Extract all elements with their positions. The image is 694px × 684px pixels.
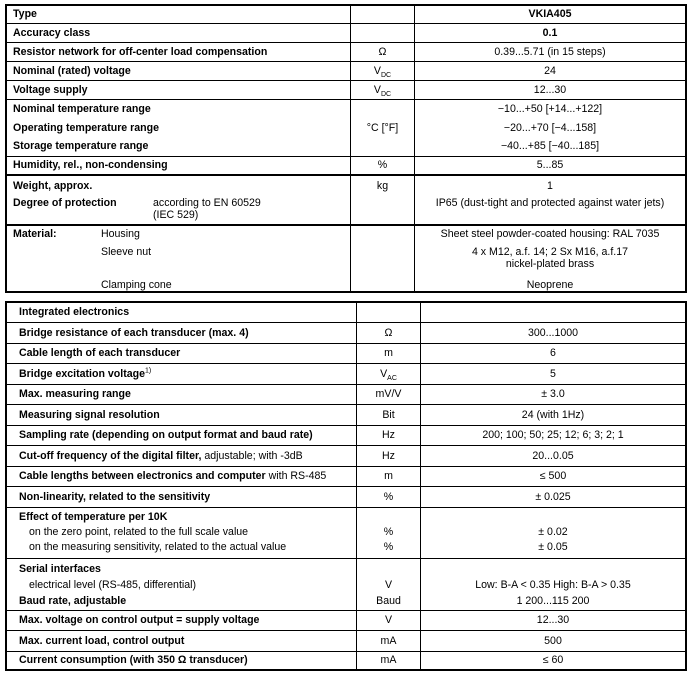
- table-row: [6, 343, 686, 363]
- row-value: ± 0.025: [421, 486, 687, 507]
- row-value: 20...0.05: [421, 445, 687, 466]
- row-value: Low: B-A < 0.35 High: B-A > 0.35: [475, 578, 631, 591]
- row-value: 1 200...115 200: [516, 594, 590, 607]
- row-value: 12...30: [415, 80, 687, 99]
- protection-note: according to EN 60529: [153, 197, 261, 209]
- row-label: Degree of protection: [13, 197, 117, 209]
- table-row: [6, 425, 686, 445]
- table-row: [6, 322, 686, 343]
- row-label: Sampling rate (depending on output format and baud rate): [19, 429, 313, 441]
- table-row: [6, 137, 686, 156]
- material-part: Sleeve nut: [101, 246, 152, 258]
- temp-effect-line: on the zero point, related to the full scale value: [29, 525, 249, 538]
- row-value: VKIA405: [528, 8, 572, 21]
- row-value: 200; 100; 50; 25; 12; 6; 3; 2; 1: [421, 425, 687, 445]
- row-label: Accuracy class: [13, 26, 91, 39]
- spec-table-general: [5, 4, 687, 293]
- row-unit: °C [°F]: [351, 118, 415, 137]
- row-unit: $V_{AC}$: [357, 363, 421, 384]
- table-row: [6, 23, 686, 42]
- table-row: [6, 156, 686, 175]
- row-label: Operating temperature range: [13, 121, 159, 134]
- row-value: 5: [421, 363, 687, 384]
- table-row: [6, 80, 686, 99]
- row-unit: kg: [351, 175, 415, 195]
- row-value: ≤ 500: [421, 466, 687, 486]
- footnote-marker: 1): [144, 366, 152, 374]
- row-label: Type: [13, 8, 37, 21]
- table-row: [6, 404, 686, 425]
- row-label: Storage temperature range: [13, 140, 149, 153]
- row-label: Current consumption (with 350 Ω transducer): [19, 654, 248, 667]
- row-unit: Ω: [357, 322, 421, 343]
- material-value-2: nickel-plated brass: [505, 258, 595, 270]
- table-row: [6, 486, 686, 507]
- material-value: Neoprene: [526, 279, 574, 291]
- row-value: ≤ 60: [421, 651, 687, 670]
- row-label: Measuring signal resolution: [19, 408, 160, 421]
- row-label: Humidity, rel., non-condensing: [13, 159, 168, 172]
- table-row: [6, 118, 686, 137]
- row-unit: m: [357, 343, 421, 363]
- material-label: Material:: [13, 228, 57, 240]
- table-row: [6, 175, 686, 195]
- row-label: Max. current load, control output: [19, 634, 185, 647]
- row-unit: %: [351, 156, 415, 175]
- table-row: [6, 99, 686, 118]
- row-value: 12...30: [421, 610, 687, 630]
- temp-effect-line: on the measuring sensitivity, related to the actual value: [29, 540, 287, 553]
- row-unit: %: [357, 486, 421, 507]
- row-value: 300...1000: [421, 322, 687, 343]
- row-label: Bridge resistance of each transducer (max. 4): [19, 326, 249, 339]
- row-unit: Ω: [351, 42, 415, 61]
- row-unit: Baud: [376, 594, 401, 607]
- table-row: [6, 651, 686, 670]
- table-row: [6, 5, 686, 23]
- table-header-row: [6, 302, 686, 322]
- row-unit: mV/V: [357, 384, 421, 404]
- material-value: 4 x M12, a.f. 14; 2 Sx M16, a.f.17: [471, 246, 629, 258]
- table-row: [6, 61, 686, 80]
- row-value: 24: [415, 61, 687, 80]
- table-row: [6, 195, 686, 225]
- row-unit: mA: [357, 630, 421, 651]
- row-label: Max. voltage on control output = supply voltage: [19, 614, 260, 626]
- row-label: Cable length of each transducer: [19, 347, 181, 359]
- protection-note-2: (IEC 529): [153, 209, 199, 221]
- row-label: Serial interfaces: [19, 562, 101, 575]
- table-row-serial: [6, 558, 686, 610]
- spec-table-electronics: [5, 301, 687, 671]
- row-unit: %: [383, 525, 394, 538]
- row-value: −20...+70 [−4...158]: [415, 118, 687, 137]
- material-part: Housing: [101, 228, 140, 240]
- row-value: 0.39...5.71 (in 15 steps): [415, 42, 687, 61]
- row-value: 0.1: [542, 26, 558, 39]
- row-label: Weight, approx.: [13, 179, 93, 192]
- row-value: 24 (with 1Hz): [421, 404, 687, 425]
- material-part: Clamping cone: [101, 279, 172, 291]
- row-unit: Hz: [357, 425, 421, 445]
- table-row-material: [6, 225, 686, 292]
- row-value: 1: [415, 175, 687, 195]
- row-unit: V: [384, 578, 393, 591]
- row-label: Voltage supply: [13, 83, 88, 96]
- row-value: 6: [421, 343, 687, 363]
- row-unit: V: [357, 610, 421, 630]
- row-unit: %: [383, 540, 394, 553]
- row-value: −10...+50 [+14...+122]: [415, 99, 687, 118]
- row-unit: $V_{DC}$: [351, 80, 415, 99]
- row-unit: mA: [357, 651, 421, 670]
- table-row: [6, 42, 686, 61]
- table-row: [6, 363, 686, 384]
- row-value: ± 3.0: [421, 384, 687, 404]
- row-label: Cut-off frequency of the digital filter,: [19, 449, 202, 462]
- table-row-temperature-effect: [6, 507, 686, 558]
- row-label: Max. measuring range: [19, 388, 131, 400]
- row-label: Non-linearity, related to the sensitivity: [19, 490, 211, 503]
- table-row: [6, 384, 686, 404]
- row-value: −40...+85 [−40...185]: [415, 137, 687, 156]
- material-value: Sheet steel powder-coated housing: RAL 7035: [440, 228, 660, 240]
- section-title: Integrated electronics: [19, 306, 130, 319]
- row-label: Bridge excitation voltage: [19, 367, 145, 380]
- table-row: [6, 610, 686, 630]
- row-unit: Bit: [357, 404, 421, 425]
- row-label: Nominal (rated) voltage: [13, 64, 131, 77]
- serial-sub: electrical level (RS-485, differential): [29, 578, 197, 591]
- row-label-suffix: with RS-485: [265, 470, 327, 482]
- row-label: Resistor network for off-center load compensation: [13, 45, 268, 58]
- row-unit: $V_{DC}$: [351, 61, 415, 80]
- row-unit: m: [357, 466, 421, 486]
- row-value: 500: [421, 630, 687, 651]
- row-label-suffix: adjustable; with -3dB: [201, 449, 303, 462]
- table-row: [6, 630, 686, 651]
- row-label: Effect of temperature per 10K: [19, 510, 168, 523]
- row-value: 5...85: [415, 156, 687, 175]
- table-row: [6, 445, 686, 466]
- table-row: [6, 466, 686, 486]
- row-unit: Hz: [357, 445, 421, 466]
- row-label: Cable lengths between electronics and computer: [19, 470, 266, 482]
- row-label: Nominal temperature range: [13, 102, 151, 115]
- row-value: ± 0.05: [538, 540, 568, 553]
- row-value: IP65 (dust-tight and protected against water jets): [415, 195, 687, 225]
- row-label: Baud rate, adjustable: [19, 594, 127, 607]
- row-value: ± 0.02: [538, 525, 568, 538]
